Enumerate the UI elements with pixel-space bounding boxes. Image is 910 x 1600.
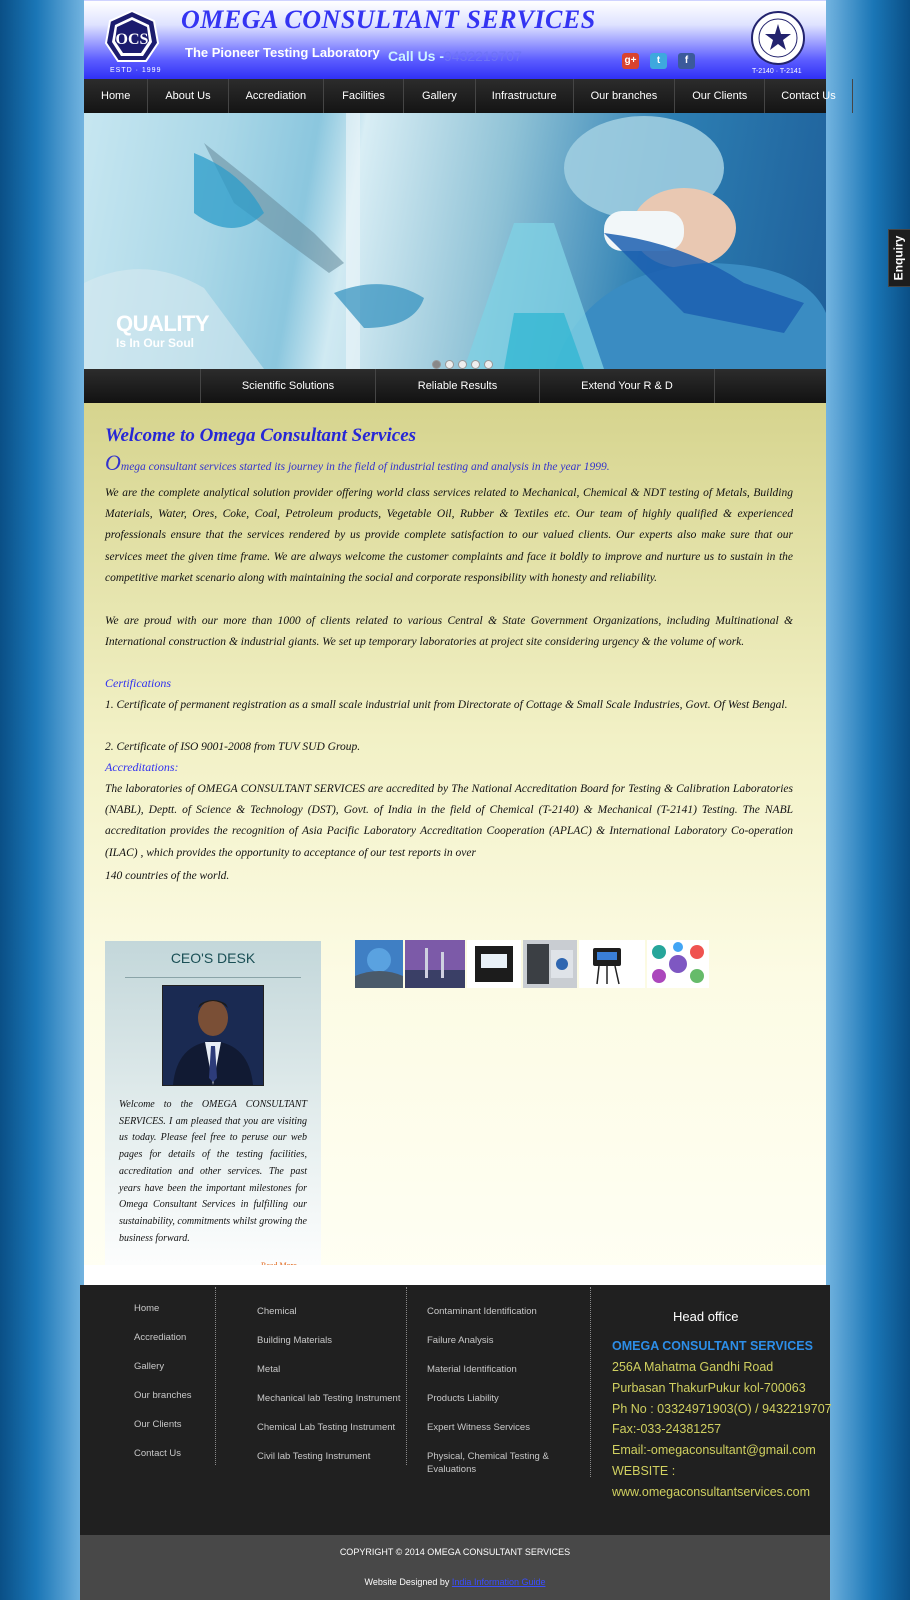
site-title: OMEGA CONSULTANT SERVICES <box>181 5 596 34</box>
head-office-title: Head office <box>673 1309 739 1324</box>
nav-gallery[interactable]: Gallery <box>404 79 476 113</box>
ceo-desk-title: CEO'S DESK <box>170 950 256 966</box>
ceo-photo <box>162 985 264 1086</box>
divider <box>125 977 301 978</box>
designer-link[interactable]: India Information Guide <box>451 1577 546 1587</box>
footer-link-chemical[interactable]: Chemical <box>257 1306 297 1317</box>
ocs-logo[interactable] <box>102 9 162 67</box>
svg-text:OCS: OCS <box>115 31 149 48</box>
banner-heading: QUALITY <box>116 311 210 336</box>
footer-divider <box>590 1287 591 1477</box>
intro-dropcap: O <box>105 450 121 475</box>
twitter-icon[interactable]: t <box>650 53 667 69</box>
footer-link-home[interactable]: Home <box>134 1303 160 1314</box>
slider-dot[interactable] <box>484 360 493 369</box>
designed-by <box>80 1577 830 1587</box>
gallery-thumbnail[interactable] <box>647 940 709 988</box>
feature-reliable-results[interactable]: Reliable Results <box>375 369 539 403</box>
enquiry-tab[interactable] <box>888 229 910 287</box>
certification-item: 2. Certificate of ISO 9001-2008 from TUV SUD Group. <box>105 741 361 753</box>
office-email[interactable]: Email:-omegaconsultant@gmail.com <box>612 1443 816 1457</box>
feature-extend-rd[interactable]: Extend Your R & D <box>539 369 715 403</box>
hero-banner[interactable] <box>84 113 826 369</box>
slider-dots <box>432 360 493 369</box>
gallery-thumbnail[interactable] <box>579 940 645 988</box>
footer-link-building-materials[interactable]: Building Materials <box>257 1335 332 1346</box>
office-phone: Ph No : 03324971903(O) / 9432219707 <box>612 1402 832 1416</box>
footer-link-our-branches[interactable]: Our branches <box>134 1390 192 1401</box>
footer-link-mechanical-lab[interactable]: Mechanical lab Testing Instrument <box>257 1393 401 1404</box>
nav-home[interactable]: Home <box>84 79 148 113</box>
slider-dot[interactable] <box>471 360 480 369</box>
site-header <box>84 0 826 80</box>
footer-link-our-clients[interactable]: Our Clients <box>134 1419 182 1430</box>
certifications-heading: Certifications <box>105 676 171 690</box>
office-fax: Fax:-033-24381257 <box>612 1422 722 1436</box>
slider-dot[interactable] <box>445 360 454 369</box>
nav-about-us[interactable]: About Us <box>148 79 228 113</box>
google-plus-icon[interactable]: g+ <box>622 53 639 69</box>
footer-link-products-liability[interactable]: Products Liability <box>427 1393 499 1404</box>
footer-link-evaluations[interactable]: Evaluations <box>427 1464 477 1475</box>
intro-line <box>105 450 610 476</box>
clients-paragraph: We are proud with our more than 1000 of clients related to various Central & State Government Organizations, including Multinational & International construction & industrial giants. We set up temporary laboratories at project site considering urgency & the volume of work. <box>105 615 793 649</box>
footer-link-material-identification[interactable]: Material Identification <box>427 1364 517 1375</box>
copyright-text: COPYRIGHT © 2014 OMEGA CONSULTANT SERVICES <box>339 1547 571 1557</box>
gallery-thumbnail[interactable] <box>405 940 465 988</box>
content-bottom-spacer <box>84 1265 826 1285</box>
footer-link-gallery[interactable]: Gallery <box>134 1361 165 1372</box>
nav-contact-us[interactable]: Contact Us <box>765 79 852 113</box>
estd-label: ESTD · 1999 <box>110 67 162 74</box>
footer-divider <box>215 1287 216 1465</box>
footer-divider <box>406 1287 407 1465</box>
office-website-link[interactable]: www.omegaconsultantservices.com <box>612 1485 810 1499</box>
nav-our-clients[interactable]: Our Clients <box>675 79 765 113</box>
banner-subheading: Is In Our Soul <box>116 336 195 350</box>
gallery-thumbnail[interactable] <box>523 940 577 988</box>
nav-our-branches[interactable]: Our branches <box>574 79 676 113</box>
office-address-line: Purbasan ThakurPukur kol-700063 <box>612 1381 806 1395</box>
accreditations-heading: Accreditations: <box>105 760 179 774</box>
office-website-label: WEBSITE : <box>612 1464 676 1478</box>
footer-link-physical-chemical-testing[interactable]: Physical, Chemical Testing & <box>427 1451 549 1462</box>
footer-link-metal[interactable]: Metal <box>257 1364 281 1375</box>
footer-link-failure-analysis[interactable]: Failure Analysis <box>427 1335 494 1346</box>
footer-link-accrediation[interactable]: Accrediation <box>134 1332 187 1343</box>
intro-text: mega consultant services started its journey in the field of industrial testing and analysis in the year 1999. <box>120 461 610 473</box>
gallery-thumbnail[interactable] <box>355 940 403 988</box>
feature-scientific-solutions[interactable]: Scientific Solutions <box>200 369 375 403</box>
facebook-icon[interactable]: f <box>678 53 695 69</box>
copyright-bar <box>80 1535 830 1600</box>
call-us-label: Call Us - <box>388 48 445 64</box>
footer-link-civil-lab[interactable]: Civil lab Testing Instrument <box>257 1451 371 1462</box>
ceo-desk <box>105 941 321 1282</box>
slider-dot[interactable] <box>458 360 467 369</box>
nav-infrastructure[interactable]: Infrastructure <box>476 79 574 113</box>
nav-facilities[interactable]: Facilities <box>324 79 404 113</box>
slider-dot[interactable] <box>432 360 441 369</box>
ceo-message: Welcome to the OMEGA CONSULTANT SERVICES. I am pleased that you are visiting us today. Please feel free to peruse our web pages for details of the testing facilities, accreditation and other services. The past years have been the important milestones for Omega Consultant Services in fulfilling our sustainability, commitments whilst growing the business forward. <box>119 1099 307 1244</box>
designed-by-label: Website Designed by <box>364 1577 450 1587</box>
accreditations-paragraph: The laboratories of OMEGA CONSULTANT SERVICES are accredited by The National Accreditation Board for Testing & Calibration Laboratories (NABL), Deptt. of Science & Technology (DST), Govt. of India in the field of Chemical (T-2140) & Mechanical (T-2141) Testing. The NABL accreditation provides the recognition of Asia Pacific Laboratory Accreditation Cooperation (APLAC) & International Laboratory Co-operation (ILAC) , which provides the opportunity to acceptance of our test reports in over <box>105 783 793 859</box>
footer-link-contaminant-identification[interactable]: Contaminant Identification <box>427 1306 537 1317</box>
enquiry-label: Enquiry <box>891 235 906 281</box>
certification-item: 1. Certificate of permanent registration as a small scale industrial unit from Directorate of Cottage & Small Scale Industries, Govt. Of West Bengal. <box>105 699 788 711</box>
page-title: Welcome to Omega Consultant Services <box>105 425 417 446</box>
site-footer <box>80 1285 830 1535</box>
about-paragraph: We are the complete analytical solution provider offering world class services related to Mechanical, Chemical & NDT testing of Metals, Building Materials, Water, Ores, Coke, Coal, Petroleum products, Vegetable Oil, Rubber & Textiles etc. Our team of highly qualified & experienced professionals ensure that the services rendered by us provide complete satisfaction to our valued clients. Our experts also make sure that our services meet the given time frame. We are always welcome the customer complaints and face it boldly to improve and nurture us to sustain in the competitive market scenario along with maintaining the social and corporate responsibility with honesty and reliability. <box>105 487 793 584</box>
header-phone: 9432219707 <box>444 48 522 64</box>
nav-accrediation[interactable]: Accrediation <box>229 79 325 113</box>
footer-link-contact-us[interactable]: Contact Us <box>134 1448 181 1459</box>
accreditations-tail: 140 countries of the world. <box>105 870 230 882</box>
nabl-seal-icon <box>750 10 806 66</box>
main-content <box>84 403 826 1285</box>
office-address-line: 256A Mahatma Gandhi Road <box>612 1360 774 1374</box>
main-nav <box>84 79 836 113</box>
footer-link-expert-witness[interactable]: Expert Witness Services <box>427 1422 530 1433</box>
tagline: The Pioneer Testing Laboratory <box>185 45 380 60</box>
feature-strip <box>84 369 826 403</box>
footer-link-chemical-lab[interactable]: Chemical Lab Testing Instrument <box>257 1422 396 1433</box>
gallery-thumbnail[interactable] <box>467 940 521 988</box>
nabl-codes: T-2140 · T-2141 <box>752 68 802 75</box>
head-office-company: OMEGA CONSULTANT SERVICES <box>612 1339 813 1353</box>
